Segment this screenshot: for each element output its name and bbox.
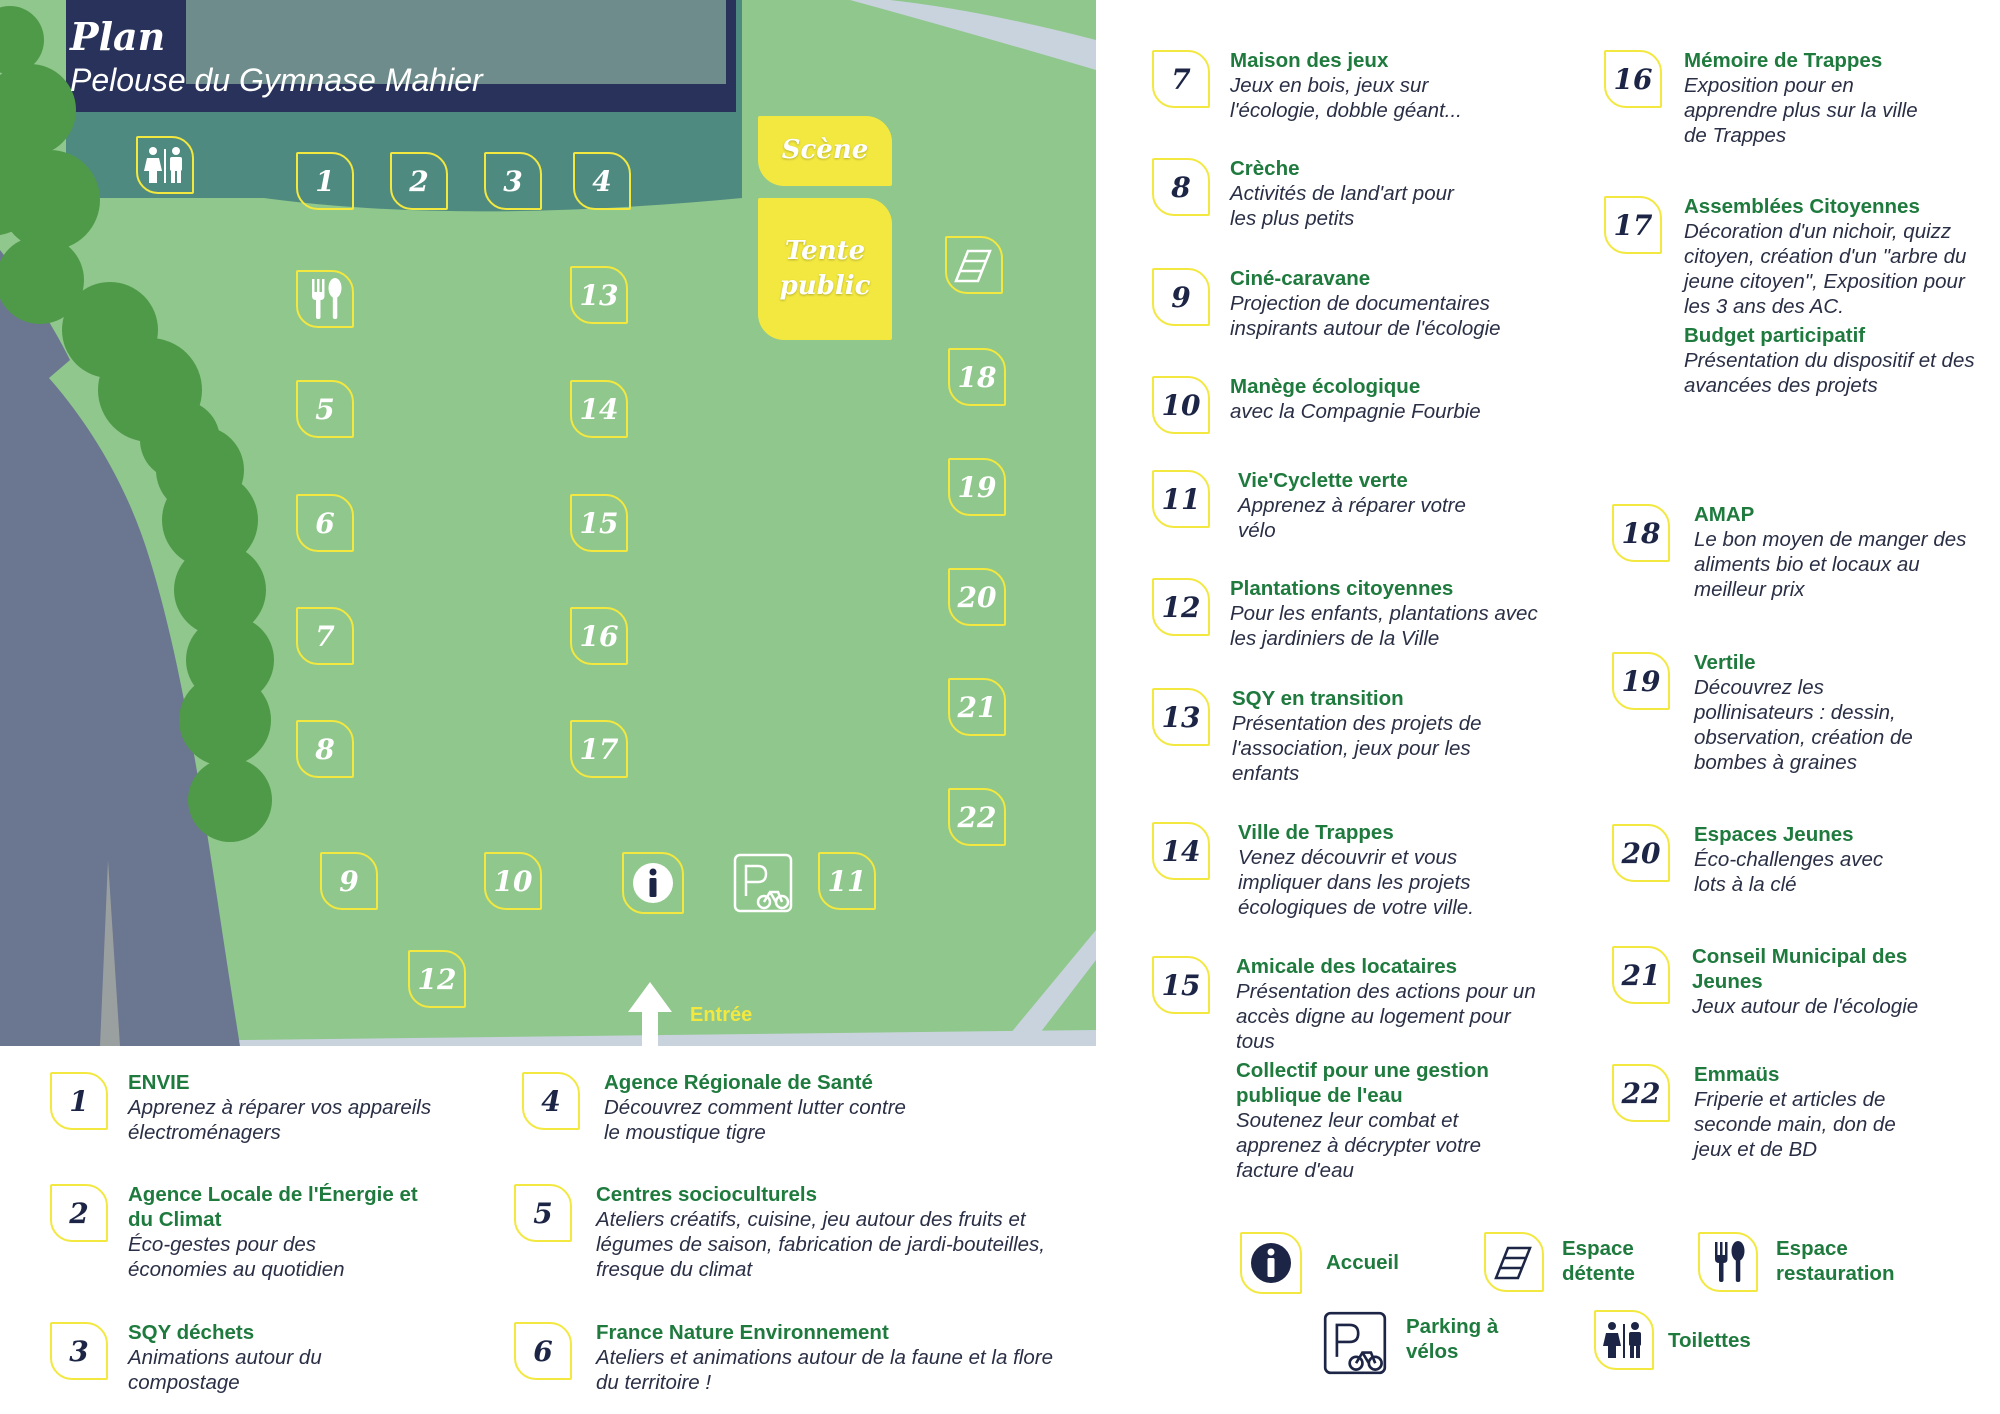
map-stand-4[interactable]: 4 xyxy=(573,152,631,210)
map-stand-12[interactable]: 12 xyxy=(408,950,466,1008)
stand-title: Agence Régionale de Santé xyxy=(604,1071,873,1094)
map-stand-17[interactable]: 17 xyxy=(570,720,628,778)
stand-badge-18: 18 xyxy=(1612,504,1670,562)
stand-badge-10: 10 xyxy=(1152,376,1210,434)
arrow-up-icon xyxy=(628,982,672,1046)
key-restauration-label: Espace restauration xyxy=(1776,1237,1895,1285)
map-stand-1[interactable]: 1 xyxy=(296,152,354,210)
map-stand-19[interactable]: 19 xyxy=(948,458,1006,516)
stand-description: Jeux autour de l'écologie xyxy=(1692,995,1919,1018)
toilets-icon xyxy=(143,145,187,185)
stage-box[interactable] xyxy=(758,116,892,186)
map-stand-20[interactable]: 20 xyxy=(948,568,1006,626)
stand-badge-13: 13 xyxy=(1152,688,1210,746)
stand-badge-6: 6 xyxy=(514,1322,572,1380)
stand-title: Centres socioculturels xyxy=(596,1183,818,1206)
map-stand-8[interactable]: 8 xyxy=(296,720,354,778)
stand-title: Amicale des locataires xyxy=(1236,955,1458,978)
stand-title-secondary: Collectif pour une gestion publique de l'eau xyxy=(1236,1059,1489,1107)
map-stand-10[interactable]: 10 xyxy=(484,852,542,910)
map-subtitle: Pelouse du Gymnase Mahier xyxy=(70,62,483,98)
stand-description: Éco-gestes pour des économies au quotidien xyxy=(128,1233,345,1281)
stand-badge-20: 20 xyxy=(1612,824,1670,882)
stand-description: Jeux en bois, jeux sur l'écologie, dobble géant... xyxy=(1230,74,1462,122)
entrance-label: Entrée xyxy=(690,1004,753,1026)
map-stand-3[interactable]: 3 xyxy=(484,152,542,210)
map-stand-13[interactable]: 13 xyxy=(570,266,628,324)
stand-description: Apprenez à réparer vos appareils électroménagers xyxy=(128,1096,432,1144)
key-restauration-badge xyxy=(1698,1232,1758,1292)
site-map xyxy=(0,0,1096,1046)
map-title: Plan xyxy=(70,14,166,59)
stand-description: Ateliers créatifs, cuisine, jeu autour des fruits et légumes de saison, fabrication de jardi-bouteilles, fresque du climat xyxy=(596,1208,1045,1281)
info-icon xyxy=(631,861,675,905)
stand-description: Animations autour du compostage xyxy=(128,1346,322,1394)
stand-badge-5: 5 xyxy=(514,1184,572,1242)
stage-label: Scène xyxy=(781,135,869,166)
public-tent-label: Tente public xyxy=(779,235,871,301)
stand-description: Le bon moyen de manger des aliments bio et locaux au meilleur prix xyxy=(1694,528,1967,601)
stand-description: Pour les enfants, plantations avec les jardiniers de la Ville xyxy=(1230,602,1538,650)
stand-description: Projection de documentaires inspirants autour de l'écologie xyxy=(1230,292,1501,340)
map-stand-21[interactable]: 21 xyxy=(948,678,1006,736)
map-stand-6[interactable]: 6 xyxy=(296,494,354,552)
key-accueil-badge xyxy=(1240,1232,1302,1294)
stand-title: Maison des jeux xyxy=(1230,49,1389,72)
map-stand-18[interactable]: 18 xyxy=(948,348,1006,406)
stand-badge-11: 11 xyxy=(1152,470,1210,528)
stand-badge-9: 9 xyxy=(1152,268,1210,326)
deckchair-icon xyxy=(952,245,996,285)
key-toilettes-label: Toilettes xyxy=(1668,1329,1751,1352)
stand-title: Ville de Trappes xyxy=(1238,821,1394,844)
stand-badge-2: 2 xyxy=(50,1184,108,1242)
stand-title: Vertile xyxy=(1694,651,1756,674)
stand-description: avec la Compagnie Fourbie xyxy=(1230,400,1481,423)
stand-title: Espaces Jeunes xyxy=(1694,823,1854,846)
stand-title: Crèche xyxy=(1230,157,1300,180)
stand-badge-8: 8 xyxy=(1152,158,1210,216)
stand-title: Emmaüs xyxy=(1694,1063,1780,1086)
map-stand-7[interactable]: 7 xyxy=(296,607,354,665)
map-bike-parking-marker[interactable] xyxy=(732,852,794,914)
stand-badge-21: 21 xyxy=(1612,946,1670,1004)
stand-badge-7: 7 xyxy=(1152,50,1210,108)
stand-description: Décoration d'un nichoir, quizz citoyen, création d'un "arbre du jeune citoyen", Exposition pour les 3 ans des AC. xyxy=(1684,220,1967,318)
stand-description: Exposition pour en apprendre plus sur la ville de Trappes xyxy=(1684,74,1918,147)
key-parking xyxy=(1322,1310,1499,1381)
map-detente-marker[interactable] xyxy=(945,236,1003,294)
stand-title: AMAP xyxy=(1694,503,1755,526)
stand-title: France Nature Environnement xyxy=(596,1321,889,1344)
stand-badge-16: 16 xyxy=(1604,50,1662,108)
stand-badge-1: 1 xyxy=(50,1072,108,1130)
stand-badge-22: 22 xyxy=(1612,1064,1670,1122)
map-toilets-marker[interactable] xyxy=(136,136,194,194)
stand-title: Ciné-caravane xyxy=(1230,267,1371,290)
stand-title: Agence Locale de l'Énergie et du Climat xyxy=(128,1183,418,1231)
deckchair-icon xyxy=(1492,1242,1536,1282)
stand-title: SQY en transition xyxy=(1232,687,1404,710)
stand-title: Vie'Cyclette verte xyxy=(1238,469,1408,492)
stand-title: SQY déchets xyxy=(128,1321,255,1344)
stand-description: Activités de land'art pour les plus petits xyxy=(1230,182,1454,230)
stand-badge-3: 3 xyxy=(50,1322,108,1380)
key-accueil-label: Accueil xyxy=(1326,1251,1399,1274)
toilets-icon xyxy=(1602,1320,1646,1360)
stand-badge-12: 12 xyxy=(1152,578,1210,636)
info-icon xyxy=(1249,1241,1293,1285)
map-stand-14[interactable]: 14 xyxy=(570,380,628,438)
stand-description-secondary: Présentation du dispositif et des avancées des projets xyxy=(1684,349,1975,397)
stand-title: Plantations citoyennes xyxy=(1230,577,1454,600)
map-stand-22[interactable]: 22 xyxy=(948,788,1006,846)
map-info-marker[interactable] xyxy=(622,852,684,914)
stand-badge-19: 19 xyxy=(1612,652,1670,710)
map-stand-5[interactable]: 5 xyxy=(296,380,354,438)
key-detente-badge xyxy=(1484,1232,1544,1292)
stand-title: Assemblées Citoyennes xyxy=(1684,195,1920,218)
map-stand-11[interactable]: 11 xyxy=(818,852,876,910)
stand-description: Friperie et articles de seconde main, don de jeux et de BD xyxy=(1694,1088,1896,1161)
stand-title: Mémoire de Trappes xyxy=(1684,49,1883,72)
stand-title: Conseil Municipal des Jeunes xyxy=(1692,945,1908,993)
key-toilettes-badge xyxy=(1594,1310,1654,1370)
stand-badge-14: 14 xyxy=(1152,822,1210,880)
stand-description: Découvrez comment lutter contre le moustique tigre xyxy=(604,1096,906,1144)
bike-parking-icon xyxy=(732,852,794,914)
key-parking-label: Parking à vélos xyxy=(1406,1315,1499,1363)
stand-description: Éco-challenges avec lots à la clé xyxy=(1694,848,1884,896)
stand-badge-17: 17 xyxy=(1604,196,1662,254)
stand-description: Venez découvrir et vous impliquer dans les projets écologiques de votre ville. xyxy=(1238,846,1474,919)
fork-knife-icon xyxy=(305,277,345,321)
stand-title: Manège écologique xyxy=(1230,375,1421,398)
fork-knife-icon xyxy=(1708,1240,1748,1284)
map-stand-2[interactable]: 2 xyxy=(390,152,448,210)
stand-description: Apprenez à réparer votre vélo xyxy=(1238,494,1466,542)
map-stand-16[interactable]: 16 xyxy=(570,607,628,665)
stand-title-secondary: Budget participatif xyxy=(1684,324,1866,347)
key-detente-label: Espace détente xyxy=(1562,1237,1635,1285)
stand-badge-4: 4 xyxy=(522,1072,580,1130)
map-stand-9[interactable]: 9 xyxy=(320,852,378,910)
stand-description: Ateliers et animations autour de la faune et la flore du territoire ! xyxy=(596,1346,1053,1394)
stand-description-secondary: Soutenez leur combat et apprenez à décrypter votre facture d'eau xyxy=(1236,1109,1481,1182)
map-restauration-marker[interactable] xyxy=(296,270,354,328)
stand-badge-15: 15 xyxy=(1152,956,1210,1014)
stand-description: Découvrez les pollinisateurs : dessin, observation, création de bombes à graines xyxy=(1694,676,1913,774)
stand-description: Présentation des projets de l'association, jeux pour les enfants xyxy=(1232,712,1482,785)
map-stand-15[interactable]: 15 xyxy=(570,494,628,552)
bike-parking-icon xyxy=(1322,1310,1388,1376)
stand-description: Présentation des actions pour un accès digne au logement pour tous xyxy=(1236,980,1536,1053)
stand-title: ENVIE xyxy=(128,1071,190,1094)
public-tent-box[interactable] xyxy=(758,198,892,340)
